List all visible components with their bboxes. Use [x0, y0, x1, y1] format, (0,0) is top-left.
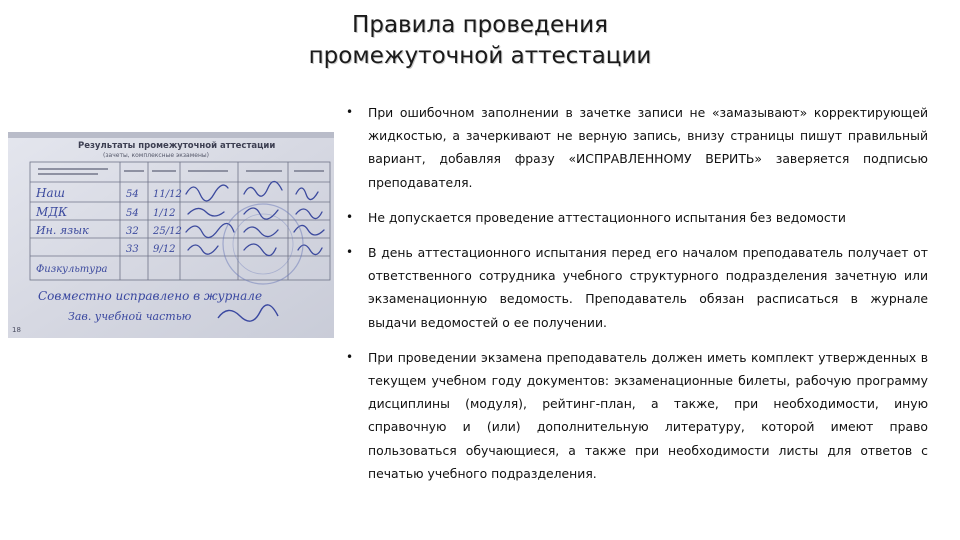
title-line-1: Правила проведения	[352, 12, 608, 38]
photo-handwriting-1: Совместно исправлено в журнале	[38, 289, 263, 303]
photo-handwriting-2: Зав. учебной частью	[68, 310, 192, 323]
photo-row-4-hours: 33	[126, 244, 139, 255]
title-line-2: промежуточной аттестации	[308, 43, 652, 69]
photo-row-1-subject: Наш	[36, 186, 65, 200]
photo-subheading: (зачеты, комплексные экзамены)	[103, 152, 209, 159]
photo-page-number: 18	[12, 326, 21, 334]
photo-row-3-hours: 32	[126, 226, 139, 237]
rule-item-no-vedomost: • Не допускается проведение аттестационного испытания без ведомости	[346, 206, 928, 229]
photo-row-1-hours: 54	[126, 189, 139, 200]
photo-row-2-hours: 54	[126, 208, 139, 219]
photo-row-5-subject: Физкультура	[36, 264, 108, 275]
rule-item-documents: • При проведении экзамена преподаватель должен иметь комплект утвержденных в текущем учебном году документов: экзаменационные билеты, рабочую программу дисциплины (модуля), рейтинг-план, а также, при необходимости, иную справочную и (или) дополнительную литературу, которой имеют право пользоваться обучающиеся, а также при необходимости листы для ответов с печатью учебного подразделения.	[346, 346, 928, 485]
rule-item-get-vedomost: • В день аттестационного испытания перед его началом преподаватель получает от ответственного сотрудника учебного структурного подразделения зачетную или экзаменационную ведомость. Преподаватель обязан расписаться в журнале выдачи ведомостей о ее получении.	[346, 241, 928, 334]
gradebook-photo	[8, 132, 334, 338]
slide-title	[250, 10, 710, 72]
rule-item-correction: • При ошибочном заполнении в зачетке записи не «замазывают» корректирующей жидкостью, а зачеркивают не верную запись, внизу страницы пишут правильный вариант, добавляя фразу «ИСПРАВЛЕННОМУ ВЕРИТЬ» заверяется подписью преподавателя.	[346, 101, 928, 194]
photo-row-1-date: 11/12	[153, 189, 182, 200]
photo-row-2-subject: МДК	[36, 205, 68, 219]
gradebook-photo-image	[8, 132, 334, 338]
photo-row-4-date: 9/12	[153, 244, 176, 255]
photo-row-3-date: 25/12	[153, 226, 182, 237]
photo-heading: Результаты промежуточной аттестации	[78, 141, 276, 151]
rules-list	[346, 101, 928, 485]
photo-row-2-date: 1/12	[153, 208, 176, 219]
photo-row-3-subject: Ин. язык	[36, 224, 89, 237]
